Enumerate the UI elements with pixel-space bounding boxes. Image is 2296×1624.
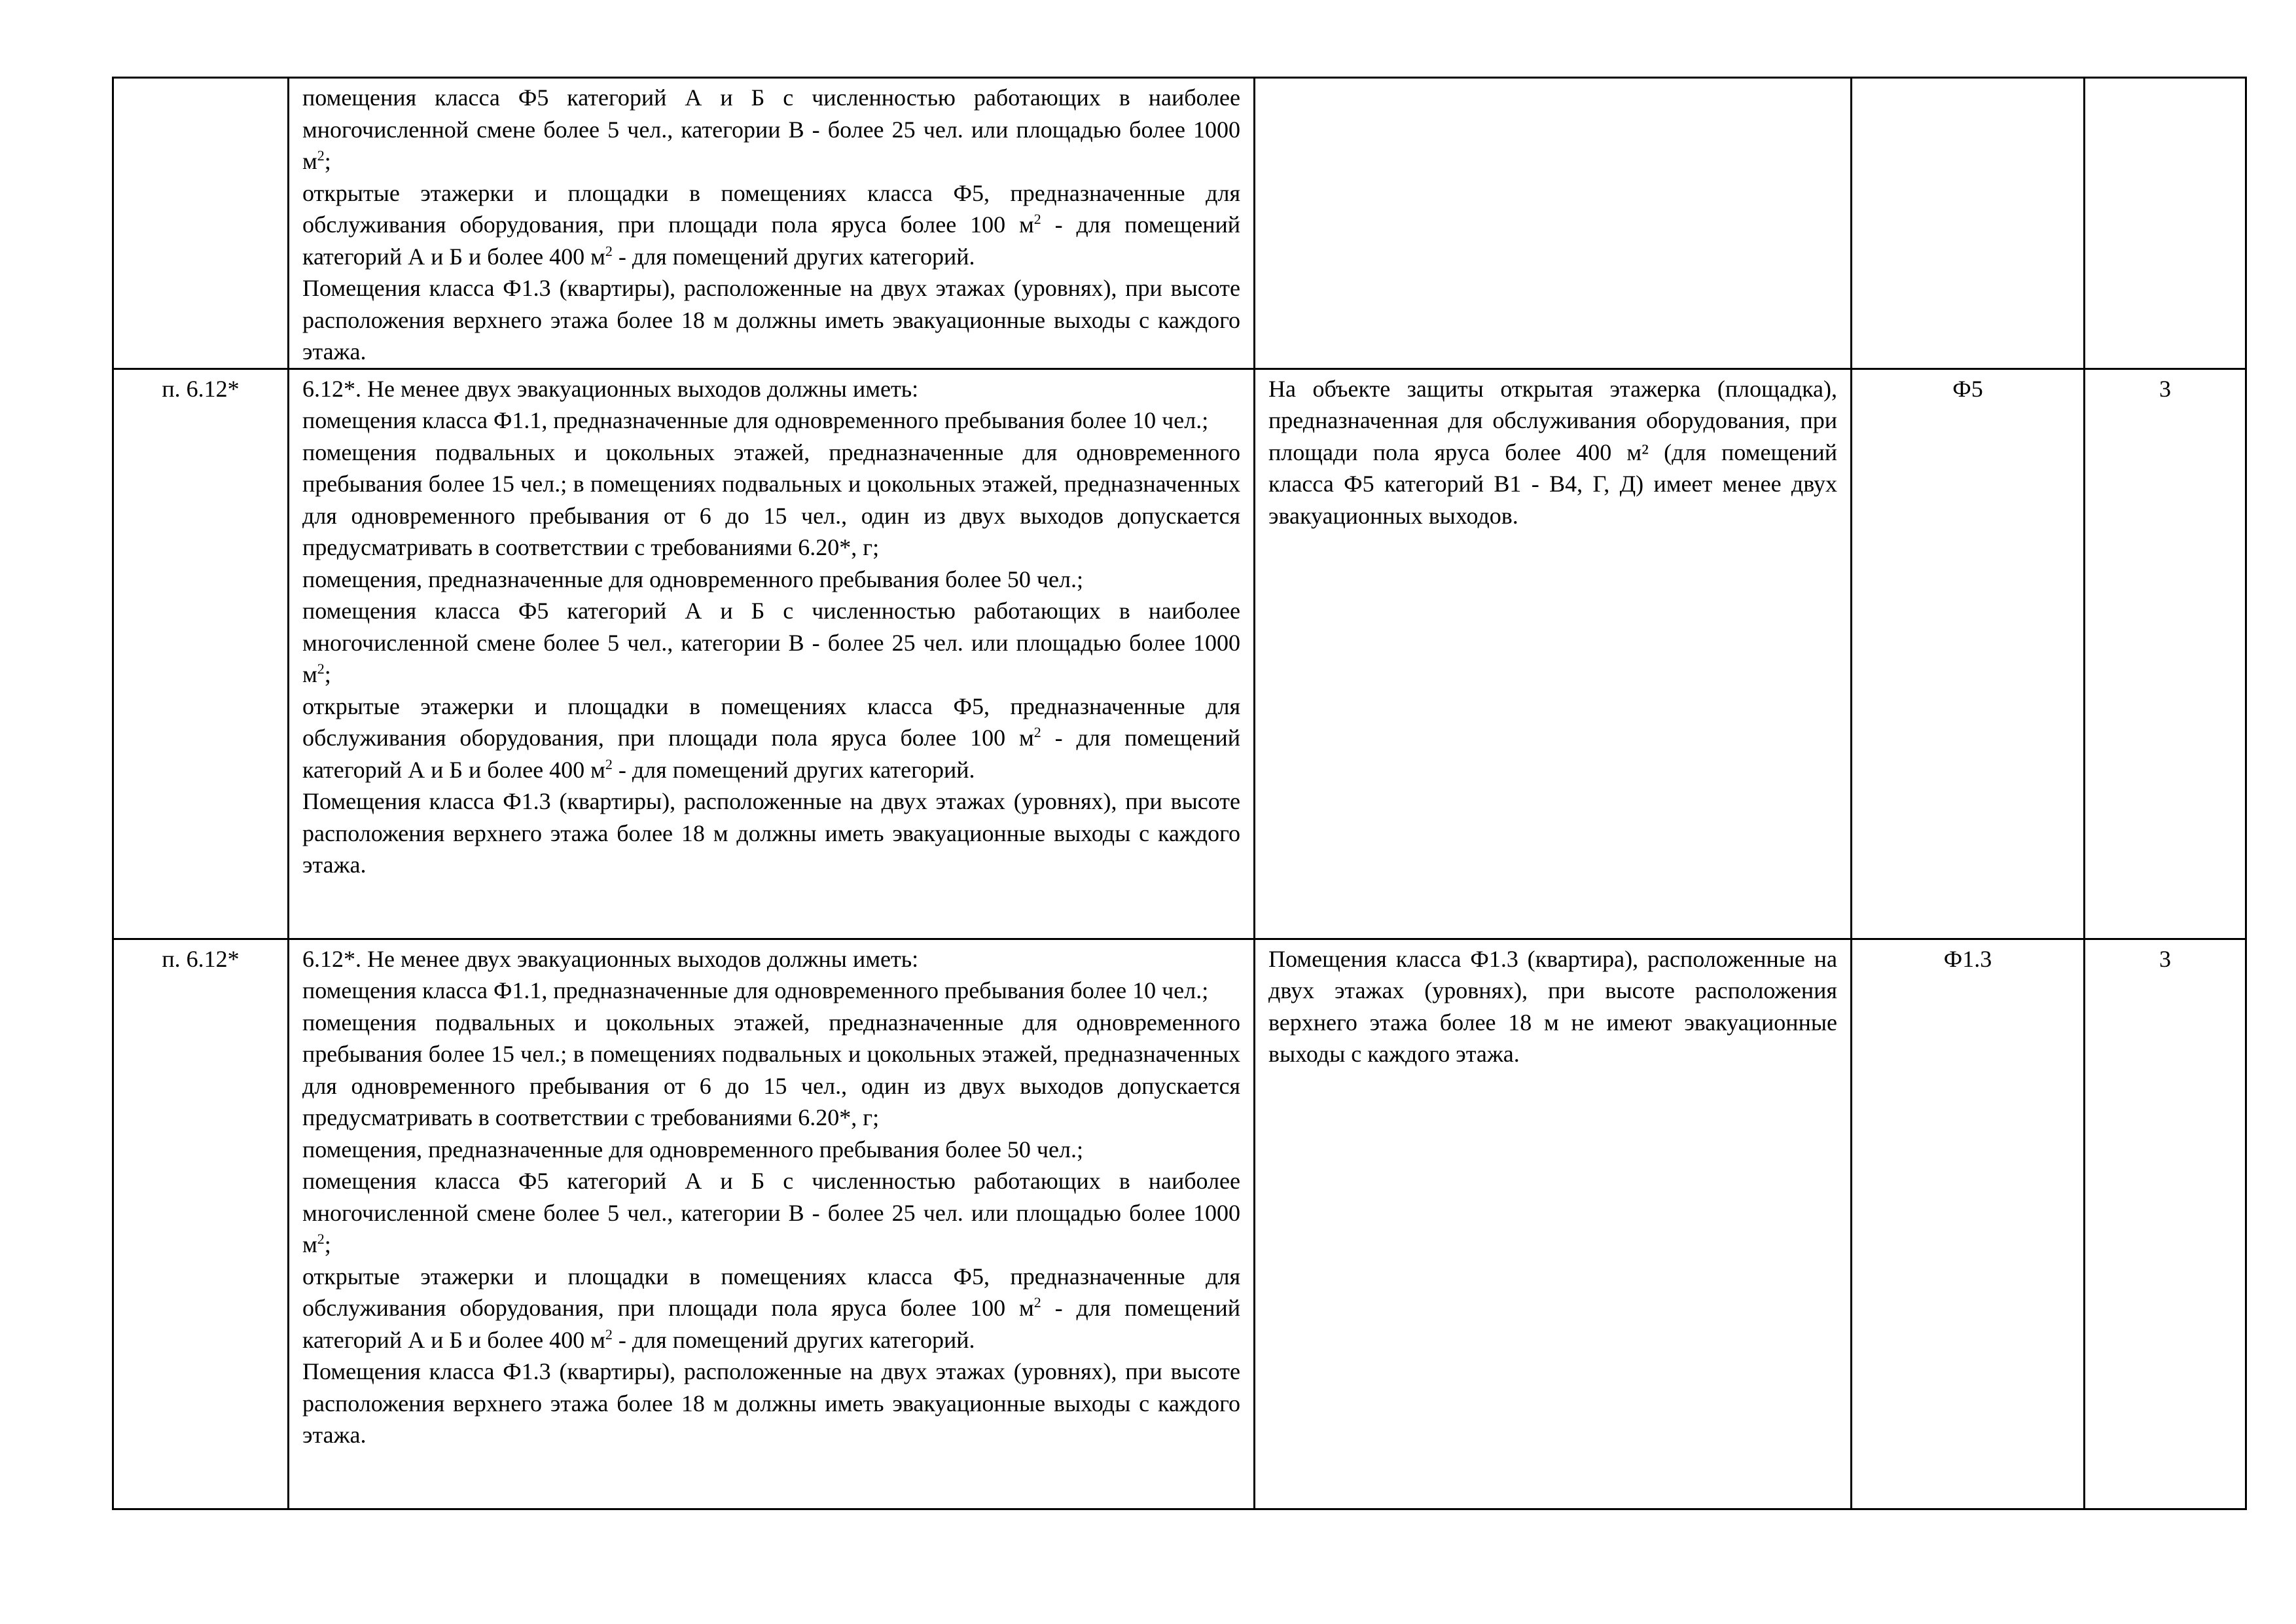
requirement-paragraph: 6.12*. Не менее двух эвакуационных выходов должны иметь: — [302, 945, 919, 972]
requirement-paragraph: помещения подвальных и цокольных этажей, предназначенные для одновременного пребывания более 15 чел.; в помещениях подвальных и цокольных этажей, предназначенных для одновременного пребывания от 6 до 15 чел., один из двух выходов допускается предусматривать в соответствии с требованиями 6.20*, г; — [302, 1009, 1240, 1130]
table-row — [113, 939, 2246, 1509]
requirement-paragraph: помещения класса Ф5 категорий А и Б с численностью работающих в наиболее многочисленной смене более 5 чел., категории В - более 25 чел. или площадью более 1000 $м^2$; — [302, 1168, 1241, 1257]
table-row-continuation — [113, 78, 2246, 369]
ref-cell: п. 6.12* — [113, 939, 289, 1509]
table-row — [113, 369, 2246, 939]
requirement-cell — [289, 369, 1255, 939]
requirement-cell — [289, 939, 1255, 1509]
violation-cell: На объекте защиты открытая этажерка (площадка), предназначенная для обслуживания оборудования, при площади пола яруса более 400 м² (для помещений класса Ф5 категорий В1 - В4, Г, Д) имеет менее двух эвакуационных выходов. — [1255, 369, 1852, 939]
class-cell: Ф1.3 — [1852, 939, 2085, 1509]
requirement-paragraph: помещения, предназначенные для одновременного пребывания более 50 чел.; — [302, 1136, 1083, 1163]
violation-cell: Помещения класса Ф1.3 (квартира), расположенные на двух этажах (уровнях), при высоте расположения верхнего этажа более 18 м не имеют эвакуационные выходы с каждого этажа. — [1255, 939, 1852, 1509]
requirements-table — [112, 77, 2247, 1510]
requirement-paragraph: помещения класса Ф5 категорий А и Б с численностью работающих в наиболее многочисленной смене более 5 чел., категории В - более 25 чел. или площадью более 1000 $м^2$; — [302, 84, 1241, 174]
requirement-paragraph: помещения, предназначенные для одновременного пребывания более 50 чел.; — [302, 566, 1083, 592]
requirement-paragraph: помещения подвальных и цокольных этажей, предназначенные для одновременного пребывания более 15 чел.; в помещениях подвальных и цокольных этажей, предназначенных для одновременного пребывания от 6 до 15 чел., один из двух выходов допускается предусматривать в соответствии с требованиями 6.20*, г; — [302, 439, 1240, 560]
requirement-paragraph: открытые этажерки и площадки в помещениях класса Ф5, предназначенные для обслуживания оборудования, при площади пола яруса более 100 $м^2$ - для помещений категорий А и Б и более 400 $м^2$ - для помещений других категорий. — [302, 179, 1241, 270]
requirement-paragraph: помещения класса Ф1.1, предназначенные для одновременного пребывания более 10 чел.; — [302, 977, 1209, 1003]
requirement-paragraph: открытые этажерки и площадки в помещениях класса Ф5, предназначенные для обслуживания оборудования, при площади пола яруса более 100 $м^2$ - для помещений категорий А и Б и более 400 $м^2$ - для помещений других категорий. — [302, 693, 1241, 783]
ref-cell — [113, 78, 289, 369]
requirement-paragraph: помещения класса Ф1.1, предназначенные для одновременного пребывания более 10 чел.; — [302, 407, 1209, 433]
class-cell — [1852, 78, 2085, 369]
class-cell: Ф5 — [1852, 369, 2085, 939]
ref-cell: п. 6.12* — [113, 369, 289, 939]
requirement-paragraph: помещения класса Ф5 категорий А и Б с численностью работающих в наиболее многочисленной смене более 5 чел., категории В - более 25 чел. или площадью более 1000 $м^2$; — [302, 598, 1241, 687]
requirement-cell — [289, 78, 1255, 369]
count-cell: 3 — [2085, 939, 2246, 1509]
requirement-paragraph: 6.12*. Не менее двух эвакуационных выходов должны иметь: — [302, 375, 919, 402]
requirement-paragraph: Помещения класса Ф1.3 (квартиры), расположенные на двух этажах (уровнях), при высоте расположения верхнего этажа более 18 м должны иметь эвакуационные выходы с каждого этажа. — [302, 1358, 1240, 1448]
count-cell: 3 — [2085, 369, 2246, 939]
count-cell — [2085, 78, 2246, 369]
requirement-paragraph: открытые этажерки и площадки в помещениях класса Ф5, предназначенные для обслуживания оборудования, при площади пола яруса более 100 $м^2$ - для помещений категорий А и Б и более 400 $м^2$ - для помещений других категорий. — [302, 1263, 1241, 1353]
violation-cell — [1255, 78, 1852, 369]
requirement-paragraph: Помещения класса Ф1.3 (квартиры), расположенные на двух этажах (уровнях), при высоте расположения верхнего этажа более 18 м должны иметь эвакуационные выходы с каждого этажа. — [302, 788, 1240, 878]
requirement-paragraph: Помещения класса Ф1.3 (квартиры), расположенные на двух этажах (уровнях), при высоте расположения верхнего этажа более 18 м должны иметь эвакуационные выходы с каждого этажа. — [302, 275, 1240, 365]
